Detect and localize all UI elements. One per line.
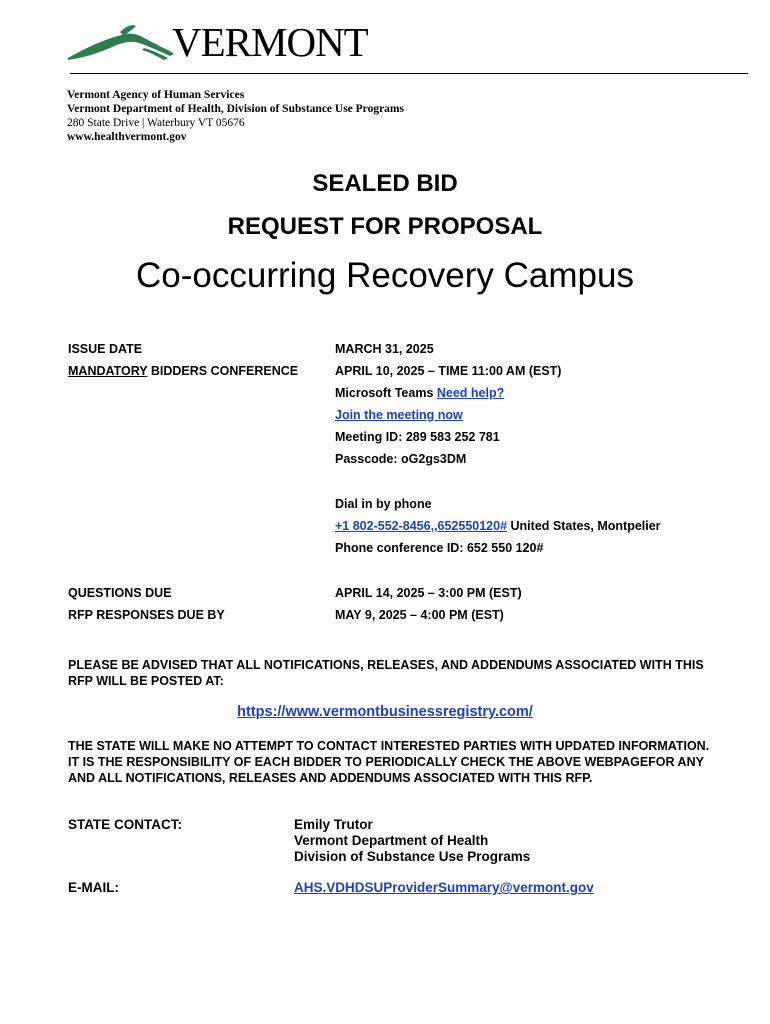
issue-date-label: ISSUE DATE (68, 342, 143, 356)
header-rule (70, 73, 748, 74)
agency-name: Vermont Agency of Human Services (67, 89, 245, 101)
mandatory-label: MANDATORY (68, 364, 148, 378)
project-title: Co-occurring Recovery Campus (136, 256, 634, 295)
sealed-bid-heading: SEALED BID (312, 170, 458, 197)
dial-label: Dial in by phone (335, 497, 432, 511)
address: 280 State Drive | Waterbury VT 05676 (67, 117, 245, 129)
advised-notice: PLEASE BE ADVISED THAT ALL NOTIFICATIONS, RELEASES, AND ADDENDUMS ASSOCIATED WITH THIS RFP WILL BE POSTED AT: (68, 658, 704, 688)
state-contact-label: STATE CONTACT: (68, 817, 182, 832)
email-line (294, 880, 594, 896)
questions-label: QUESTIONS DUE (68, 586, 172, 600)
join-meeting-link[interactable]: Join the meeting now (335, 408, 463, 422)
contact-dept: Vermont Department of Health (294, 833, 489, 848)
email-link[interactable]: AHS.VDHDSUProviderSummary@vermont.gov (294, 880, 594, 895)
department-name: Vermont Department of Health, Division of Substance Use Programs (67, 103, 404, 115)
email-label: E-MAIL: (68, 880, 119, 895)
conference-id: Phone conference ID: 652 550 120# (335, 541, 544, 555)
teams-text: Microsoft Teams (335, 386, 437, 400)
conference-value: APRIL 10, 2025 – TIME 11:00 AM (EST) (335, 364, 562, 378)
url-line (0, 704, 770, 720)
questions-value: APRIL 14, 2025 – 3:00 PM (EST) (335, 586, 522, 600)
dial-line (335, 518, 661, 534)
logo-wordmark: VERMONT (172, 19, 368, 65)
join-line (335, 407, 463, 423)
agency-block (67, 88, 404, 144)
registry-link[interactable]: https://www.vermontbusinessregistry.com/ (237, 704, 533, 720)
teams-line (335, 385, 504, 401)
dial-location: United States, Montpelier (507, 519, 661, 533)
contact-name: Emily Trutor (294, 817, 373, 832)
rfp-heading: REQUEST FOR PROPOSAL (227, 213, 543, 240)
state-notice: THE STATE WILL MAKE NO ATTEMPT TO CONTACT INTERESTED PARTIES WITH UPDATED INFORMATION. IT IS THE RESPONSIBILITY OF EACH BIDDER TO PERIODICALLY CHECK THE ABOVE WEBPAGEFOR ANY AND ALL NOTIFICATIONS, RELEASES AND ADDENDUMS ASSOCIATED WITH THIS RFP. (68, 739, 710, 785)
conference-label-rest: BIDDERS CONFERENCE (147, 364, 299, 378)
dial-number-link[interactable]: +1 802-552-8456,,652550120# (335, 519, 508, 533)
conference-label (68, 363, 298, 379)
issue-date-value: MARCH 31, 2025 (335, 342, 434, 356)
contact-division: Division of Substance Use Programs (294, 849, 531, 864)
need-help-link[interactable]: Need help? (436, 386, 505, 400)
responses-value: MAY 9, 2025 – 4:00 PM (EST) (335, 608, 504, 622)
website: www.healthvermont.gov (67, 131, 187, 143)
meeting-id: Meeting ID: 289 583 252 781 (335, 430, 500, 444)
responses-label: RFP RESPONSES DUE BY (68, 608, 225, 622)
passcode: Passcode: oG2gs3DM (335, 452, 467, 466)
